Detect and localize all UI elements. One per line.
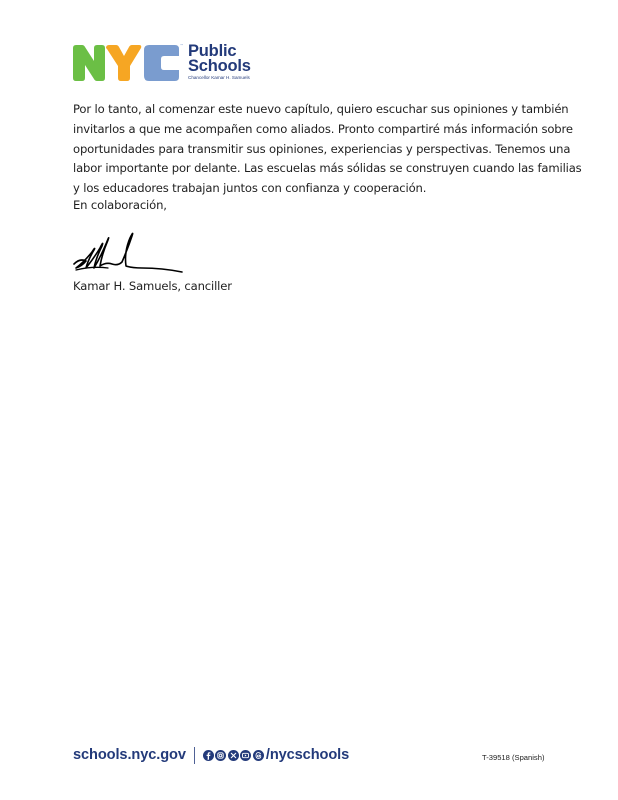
paragraph-line: y los educadores trabajan juntos con confianza y cooperación. (73, 181, 427, 196)
social-icons (203, 750, 264, 761)
logo-public-text: Public (188, 42, 237, 60)
paragraph-line: oportunidades para transmitir sus opiniones, experiencias y perspectivas. Tenemos una (73, 141, 571, 156)
instagram-icon[interactable] (215, 750, 226, 761)
paragraph-line: labor importante por delante. Las escuelas más sólidas se construyen cuando las familias (73, 161, 582, 176)
logo-chancellor-text: Chancellor Kamar H. Samuels (188, 75, 250, 80)
letter-paragraph (73, 100, 582, 199)
nyc-logo-icon (72, 44, 182, 82)
paragraph-line: invitarlos a que me acompañen como aliados. Pronto compartiré más información sobre (73, 121, 573, 136)
footer (73, 745, 349, 765)
facebook-icon[interactable] (203, 750, 214, 761)
logo-schools-text: Schools (188, 57, 251, 75)
signature-image (72, 228, 187, 276)
footer-divider (194, 747, 195, 764)
paragraph-line: Por lo tanto, al comenzar este nuevo capítulo, quiero escuchar sus opiniones y también (73, 102, 569, 116)
document-code: T-39518 (Spanish) (482, 753, 545, 762)
x-icon[interactable] (228, 750, 239, 761)
nyc-public-schools-logo (72, 42, 251, 82)
website-link[interactable]: schools.nyc.gov (73, 747, 186, 763)
social-handle[interactable]: /nycschools (265, 747, 350, 763)
threads-icon[interactable] (253, 750, 264, 761)
logo-wordmark (188, 44, 251, 81)
youtube-icon[interactable] (240, 750, 251, 761)
letter-closing: En colaboración, (73, 198, 167, 212)
signer-name: Kamar H. Samuels, canciller (73, 279, 232, 293)
trademark-symbol: ™ (180, 43, 183, 47)
